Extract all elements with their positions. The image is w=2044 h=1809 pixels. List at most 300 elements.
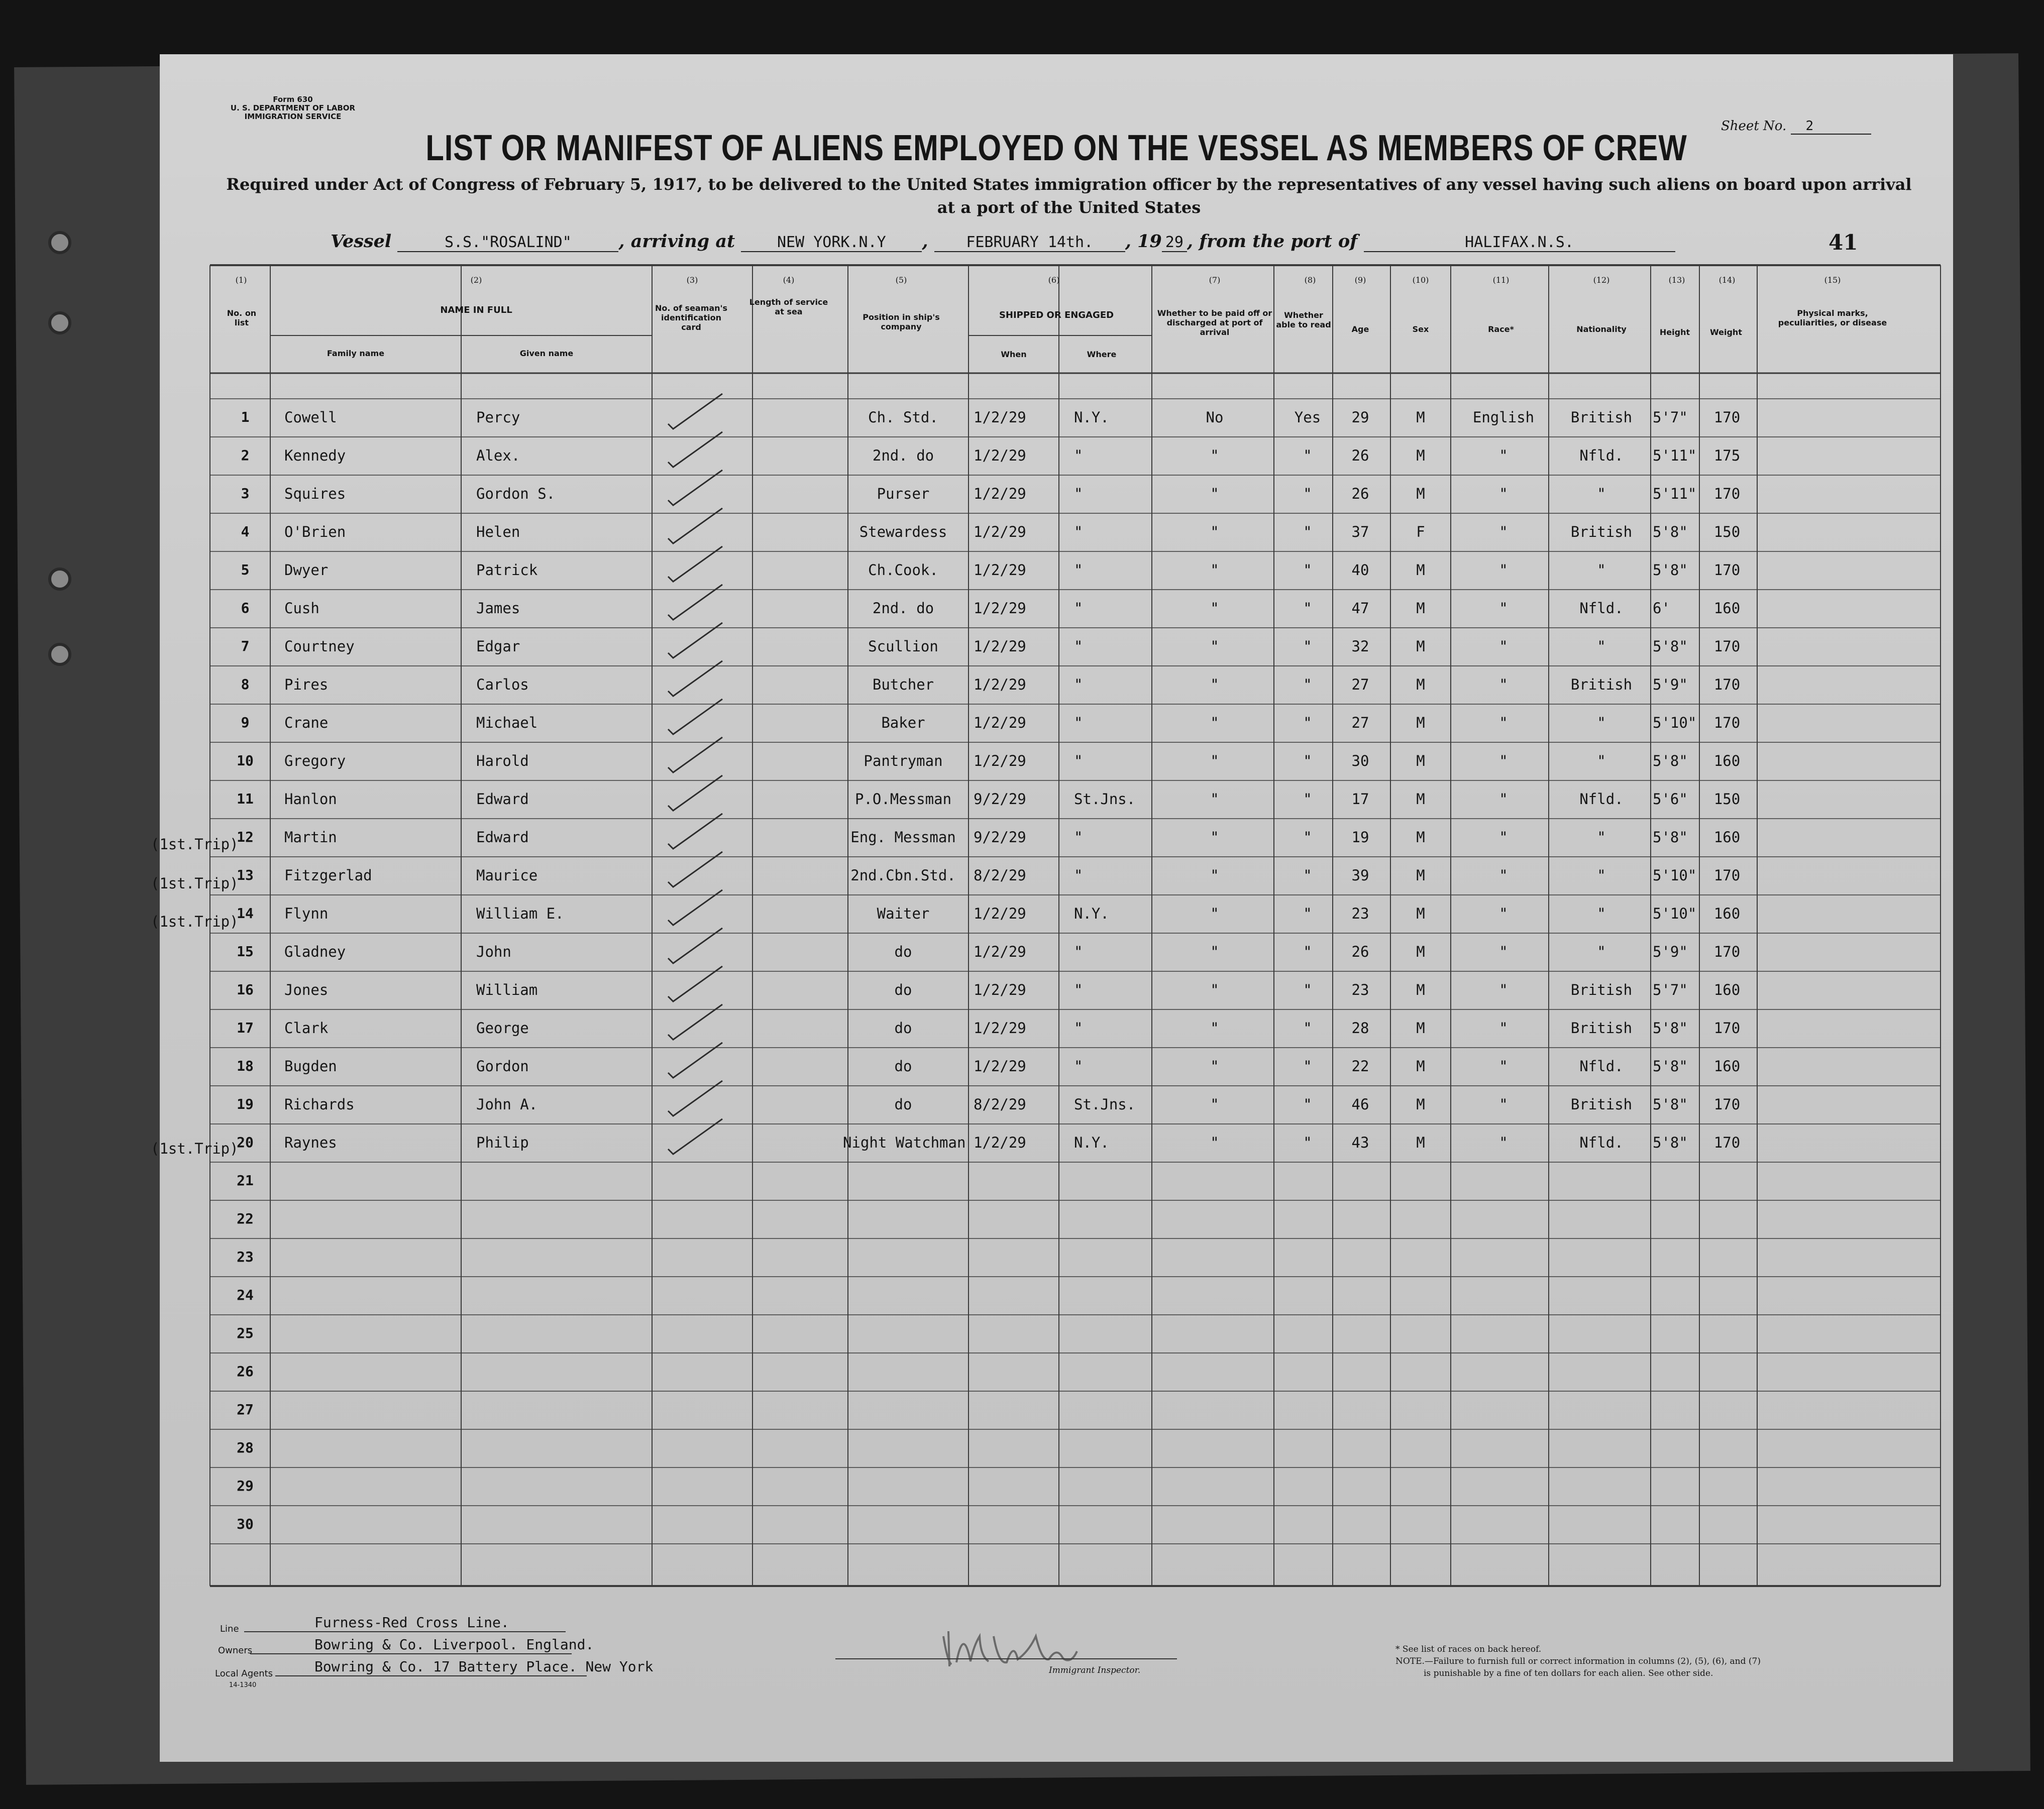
row-4-no: 4 [241,523,250,540]
row-5-when: 1/2/29 [974,561,1026,579]
row-2-position: 2nd. do [872,447,934,464]
row-13-race: " [1499,867,1508,884]
row-3-where: " [1074,485,1083,502]
row-15-weight: 170 [1713,943,1741,960]
header-race: Race* [1488,324,1514,334]
row-5-height: 5'8" [1653,561,1688,579]
footer-line-label: Line [220,1624,239,1634]
row-6-nat: Nfld. [1579,600,1624,617]
row-10-paid: " [1210,752,1219,769]
row-14-given: William E. [476,905,564,922]
row-4-given: Helen [476,523,520,540]
row-3-sex: M [1416,485,1425,502]
header-paid-off: Whether to be paid off or discharged at port of arrival [1157,308,1272,337]
row-2-read: " [1303,447,1312,464]
row-18-weight: 160 [1713,1058,1741,1075]
row-6-age: 47 [1351,600,1369,617]
row-9-given: Michael [476,714,538,731]
row-6-position: 2nd. do [872,600,934,617]
row-15-age: 26 [1351,943,1369,960]
row-13-given: Maurice [476,867,538,884]
row-20-no: 20 [237,1134,254,1151]
row-8-read: " [1303,676,1312,693]
row-20-when: 1/2/29 [974,1134,1026,1151]
row-1-when: 1/2/29 [974,409,1026,426]
row-6-family: Cush [284,600,319,617]
row-20-read: " [1303,1134,1312,1151]
row-4-family: O'Brien [284,523,346,540]
row-29-no: 29 [237,1478,254,1494]
col-number-14: (14) [1718,275,1736,285]
row-13-height: 5'10" [1653,867,1697,884]
row-11-paid: " [1210,790,1219,808]
row-17-position: do [894,1020,912,1037]
row-9-family: Crane [284,714,329,731]
row-14-when: 1/2/29 [974,905,1026,922]
row-18-when: 1/2/29 [974,1058,1026,1075]
row-4-height: 5'8" [1653,523,1688,540]
row-7-weight: 170 [1713,638,1741,655]
local-agents-name: Bowring & Co. 17 Battery Place. New York [314,1658,654,1675]
row-9-where: " [1074,714,1083,731]
row-9-age: 27 [1351,714,1369,731]
row-7-position: Scullion [868,638,938,655]
row-5-nat: " [1597,561,1606,579]
row-14-weight: 160 [1713,905,1741,922]
row-1-nat: British [1570,409,1633,426]
row-10-position: Pantryman [864,752,943,769]
row-17-weight: 170 [1713,1020,1741,1037]
row-10-when: 1/2/29 [974,752,1026,769]
row-17-family: Clark [284,1020,329,1037]
row-5-family: Dwyer [284,561,329,579]
row-4-where: " [1074,523,1083,540]
row-2-given: Alex. [476,447,520,464]
row-1-height: 5'7" [1653,409,1688,426]
row-6-given: James [476,600,520,617]
col-number-11: (11) [1492,275,1510,285]
row-24-no: 24 [237,1287,254,1303]
row-16-weight: 160 [1713,981,1741,998]
header-length-service: Length of service at sea [749,297,828,316]
row-15-paid: " [1210,943,1219,960]
row-17-age: 28 [1351,1020,1369,1037]
row-3-height: 5'11" [1653,485,1697,502]
row-16-read: " [1303,981,1312,998]
row-3-read: " [1303,485,1312,502]
row-15-race: " [1499,943,1508,960]
row-10-family: Gregory [284,752,346,769]
row-5-age: 40 [1351,561,1369,579]
header-sex: Sex [1412,324,1429,334]
row-12-no: 12 [237,829,254,845]
col-number-13: (13) [1668,275,1685,285]
header-able-read: Whether able to read [1276,310,1331,329]
row-12-paid: " [1210,829,1219,846]
row-26-no: 26 [237,1363,254,1380]
header-nationality: Nationality [1576,324,1627,334]
row-11-read: " [1303,790,1312,808]
row-10-read: " [1303,752,1312,769]
row-9-read: " [1303,714,1312,731]
row-11-given: Edward [476,790,529,808]
footer-notes [1395,1643,1761,1679]
row-9-height: 5'10" [1653,714,1697,731]
row-15-where: " [1074,943,1083,960]
row-18-given: Gordon [476,1058,529,1075]
row-2-family: Kennedy [284,447,346,464]
row-15-position: do [894,943,912,960]
row-12-weight: 160 [1713,829,1741,846]
row-18-age: 22 [1351,1058,1369,1075]
row-5-read: " [1303,561,1312,579]
row-5-sex: M [1416,561,1425,579]
row-12-family: Martin [284,829,337,846]
row-13-read: " [1303,867,1312,884]
row-16-race: " [1499,981,1508,998]
row-3-given: Gordon S. [476,485,556,502]
row-19-read: " [1303,1096,1312,1113]
header-name-in-full: NAME IN FULL [440,305,512,315]
col-number-4: (4) [783,275,795,285]
row-19-family: Richards [284,1096,355,1113]
row-16-given: William [476,981,538,998]
row-8-nat: British [1570,676,1633,693]
row-19-no: 19 [237,1096,254,1112]
row-7-when: 1/2/29 [974,638,1026,655]
manifest-sheet [151,54,1953,1762]
service-name: IMMIGRATION SERVICE [244,112,342,121]
page-subtitle: Required under Act of Congress of February 5, 1917, to be delivered to the United States immigration officer by the representatives of any vessel having such aliens on board upon arrival at a port of the United States [226,175,1912,217]
row-1-weight: 170 [1713,409,1741,426]
row-19-race: " [1499,1096,1508,1113]
year-prefix: , 19 [1125,231,1162,252]
row-22-no: 22 [237,1210,254,1227]
row-12-race: " [1499,829,1508,846]
row-2-age: 26 [1351,447,1369,464]
header-family-name: Family name [327,349,385,358]
row-9-weight: 170 [1713,714,1741,731]
row-5-paid: " [1210,561,1219,579]
binder-hole [48,231,71,254]
row-19-weight: 170 [1713,1096,1741,1113]
margin-note-row-19: (1st.Trip) [151,1140,239,1157]
row-3-nat: " [1597,485,1606,502]
row-19-paid: " [1210,1096,1219,1113]
row-6-race: " [1499,600,1508,617]
row-11-age: 17 [1351,790,1369,808]
row-3-position: Purser [877,485,930,502]
row-15-family: Gladney [284,943,346,960]
row-15-read: " [1303,943,1312,960]
row-17-when: 1/2/29 [974,1020,1026,1037]
row-19-where: St.Jns. [1074,1096,1136,1113]
row-20-weight: 170 [1713,1134,1741,1151]
row-14-position: Waiter [877,905,930,922]
row-11-nat: Nfld. [1579,790,1624,808]
row-10-nat: " [1597,752,1606,769]
footer-line-rule [244,1631,566,1632]
row-8-age: 27 [1351,676,1369,693]
page-title: LIST OR MANIFEST OF ALIENS EMPLOYED ON THE VESSEL AS MEMBERS OF CREW [425,128,1687,168]
row-12-where: " [1074,829,1083,846]
footer-owners-label: Owners [218,1645,253,1656]
row-1-read: Yes [1294,409,1321,426]
row-13-family: Fitzgerlad [284,867,372,884]
row-15-nat: " [1597,943,1606,960]
row-11-family: Hanlon [284,790,337,808]
row-11-race: " [1499,790,1508,808]
row-5-weight: 170 [1713,561,1741,579]
row-8-weight: 170 [1713,676,1741,693]
row-20-nat: Nfld. [1579,1134,1624,1151]
row-18-sex: M [1416,1058,1425,1075]
row-1-family: Cowell [284,409,337,426]
row-20-height: 5'8" [1653,1134,1688,1151]
row-17-given: George [476,1020,529,1037]
row-25-no: 25 [237,1325,254,1341]
row-17-race: " [1499,1020,1508,1037]
row-17-nat: British [1570,1020,1633,1037]
row-7-sex: M [1416,638,1425,655]
row-12-sex: M [1416,829,1425,846]
row-3-when: 1/2/29 [974,485,1026,502]
row-15-when: 1/2/29 [974,943,1026,960]
vessel-name: S.S."ROSALIND" [397,234,618,252]
row-8-given: Carlos [476,676,529,693]
row-3-paid: " [1210,485,1219,502]
row-18-read: " [1303,1058,1312,1075]
row-10-no: 10 [237,752,254,769]
inspector-signature-line [835,1658,1177,1659]
row-16-age: 23 [1351,981,1369,998]
row-27-no: 27 [237,1401,254,1418]
row-11-no: 11 [237,790,254,807]
row-13-position: 2nd.Cbn.Std. [850,867,956,884]
row-1-paid: No [1206,409,1224,426]
footer-agents-label: Local Agents [215,1668,273,1679]
row-9-paid: " [1210,714,1219,731]
row-7-age: 32 [1351,638,1369,655]
row-13-age: 39 [1351,867,1369,884]
row-7-no: 7 [241,638,250,654]
row-1-sex: M [1416,409,1425,426]
arrival-date: FEBRUARY 14th. [934,234,1125,252]
row-18-paid: " [1210,1058,1219,1075]
row-7-paid: " [1210,638,1219,655]
row-12-nat: " [1597,829,1606,846]
row-6-read: " [1303,600,1312,617]
row-15-no: 15 [237,943,254,960]
row-4-nat: British [1570,523,1633,540]
row-4-weight: 150 [1713,523,1741,540]
form-number: Form 630 [273,95,313,104]
margin-note-row-11: (1st.Trip) [151,836,239,853]
row-7-read: " [1303,638,1312,655]
row-4-paid: " [1210,523,1219,540]
row-7-family: Courtney [284,638,355,655]
row-19-sex: M [1416,1096,1425,1113]
page-number: 41 [1828,230,1858,255]
row-19-age: 46 [1351,1096,1369,1113]
row-18-position: do [894,1058,912,1075]
row-7-race: " [1499,638,1508,655]
header-when: When [1001,350,1027,359]
shipping-line-name: Furness-Red Cross Line. [314,1614,509,1631]
row-2-no: 2 [241,447,250,464]
row-18-height: 5'8" [1653,1058,1688,1075]
row-6-where: " [1074,600,1083,617]
row-17-height: 5'8" [1653,1020,1688,1037]
header-shipped-engaged: SHIPPED OR ENGAGED [999,310,1114,320]
row-6-when: 1/2/29 [974,600,1026,617]
row-12-height: 5'8" [1653,829,1688,846]
row-19-nat: British [1570,1096,1633,1113]
col-number-12: (12) [1593,275,1610,285]
row-17-paid: " [1210,1020,1219,1037]
row-8-when: 1/2/29 [974,676,1026,693]
row-2-height: 5'11" [1653,447,1697,464]
row-15-height: 5'9" [1653,943,1688,960]
row-14-paid: " [1210,905,1219,922]
row-18-race: " [1499,1058,1508,1075]
row-12-age: 19 [1351,829,1369,846]
row-19-position: do [894,1096,912,1113]
row-13-weight: 170 [1713,867,1741,884]
row-1-no: 1 [241,409,250,425]
binder-hole [48,643,71,666]
row-14-age: 23 [1351,905,1369,922]
row-20-given: Philip [476,1134,529,1151]
sheet-number-value: 2 [1791,119,1871,135]
row-16-paid: " [1210,981,1219,998]
header-where: Where [1087,350,1117,359]
races-note: * See list of races on back hereof. [1395,1644,1542,1654]
row-2-when: 1/2/29 [974,447,1026,464]
binder-hole [48,568,71,591]
row-12-given: Edward [476,829,529,846]
row-10-sex: M [1416,752,1425,769]
row-10-where: " [1074,752,1083,769]
row-8-where: " [1074,676,1083,693]
row-5-where: " [1074,561,1083,579]
vessel-line: Vessel S.S."ROSALIND" , arriving at NEW YORK.N.Y , FEBRUARY 14th. , 19 29 , from the port of HALIFAX.N.S. [331,231,1675,252]
row-12-when: 9/2/29 [974,829,1026,846]
arriving-label: , arriving at [618,231,735,252]
row-6-sex: M [1416,600,1425,617]
row-8-paid: " [1210,676,1219,693]
row-14-no: 14 [237,905,254,922]
row-8-no: 8 [241,676,250,693]
row-13-when: 8/2/29 [974,867,1026,884]
row-4-read: " [1303,523,1312,540]
row-5-race: " [1499,561,1508,579]
col-number-3: (3) [686,275,698,285]
margin-note-row-12: (1st.Trip) [151,875,239,892]
row-14-family: Flynn [284,905,329,922]
row-9-no: 9 [241,714,250,731]
row-17-read: " [1303,1020,1312,1037]
row-19-given: John A. [476,1096,538,1113]
row-4-position: Stewardess [859,523,947,540]
row-8-sex: M [1416,676,1425,693]
row-10-weight: 160 [1713,752,1741,769]
header-seaman-id: No. of seaman's identification card [655,303,727,332]
row-5-position: Ch.Cook. [868,561,938,579]
col-number-10: (10) [1412,275,1429,285]
row-13-paid: " [1210,867,1219,884]
row-14-where: N.Y. [1074,905,1109,922]
row-2-paid: " [1210,447,1219,464]
row-3-age: 26 [1351,485,1369,502]
binder-hole [48,311,71,334]
form-code: 14-1340 [229,1681,257,1689]
row-9-race: " [1499,714,1508,731]
row-9-position: Baker [881,714,925,731]
row-20-position: Night Watchman [843,1134,966,1151]
row-14-nat: " [1597,905,1606,922]
footer-owners-rule [250,1653,572,1654]
header-weight: Weight [1710,327,1742,337]
row-10-race: " [1499,752,1508,769]
arrival-year: 29 [1162,234,1187,252]
row-8-height: 5'9" [1653,676,1688,693]
row-7-given: Edgar [476,638,520,655]
row-16-no: 16 [237,981,254,998]
row-9-sex: M [1416,714,1425,731]
row-6-no: 6 [241,600,250,616]
row-16-position: do [894,981,912,998]
row-15-given: John [476,943,511,960]
header-position: Position in ship's company [863,312,940,331]
row-13-no: 13 [237,867,254,883]
row-3-weight: 170 [1713,485,1741,502]
row-16-nat: British [1570,981,1633,998]
row-19-when: 8/2/29 [974,1096,1026,1113]
from-port-label: , from the port of [1187,231,1358,252]
row-16-when: 1/2/29 [974,981,1026,998]
header-height: Height [1659,327,1690,337]
row-13-sex: M [1416,867,1425,884]
row-4-when: 1/2/29 [974,523,1026,540]
row-6-height: 6' [1653,600,1670,617]
departure-port: HALIFAX.N.S. [1364,234,1675,252]
row-16-family: Jones [284,981,329,998]
row-2-sex: M [1416,447,1425,464]
row-3-race: " [1499,485,1508,502]
row-13-nat: " [1597,867,1606,884]
row-15-sex: M [1416,943,1425,960]
row-20-race: " [1499,1134,1508,1151]
row-1-given: Percy [476,409,520,426]
row-2-where: " [1074,447,1083,464]
row-16-sex: M [1416,981,1425,998]
penalty-note: NOTE.—Failure to furnish full or correct information in columns (2), (5), (6), and (7) [1395,1656,1761,1666]
row-10-age: 30 [1351,752,1369,769]
row-7-nat: " [1597,638,1606,655]
row-21-no: 21 [237,1172,254,1189]
row-8-race: " [1499,676,1508,693]
row-20-paid: " [1210,1134,1219,1151]
row-6-weight: 160 [1713,600,1741,617]
row-12-position: Eng. Messman [850,829,956,846]
row-2-race: " [1499,447,1508,464]
col-number-15: (15) [1824,275,1841,285]
col-number-2: (2) [470,275,482,285]
row-11-sex: M [1416,790,1425,808]
sheet-number-label: Sheet No. [1721,119,1787,134]
row-3-family: Squires [284,485,346,502]
